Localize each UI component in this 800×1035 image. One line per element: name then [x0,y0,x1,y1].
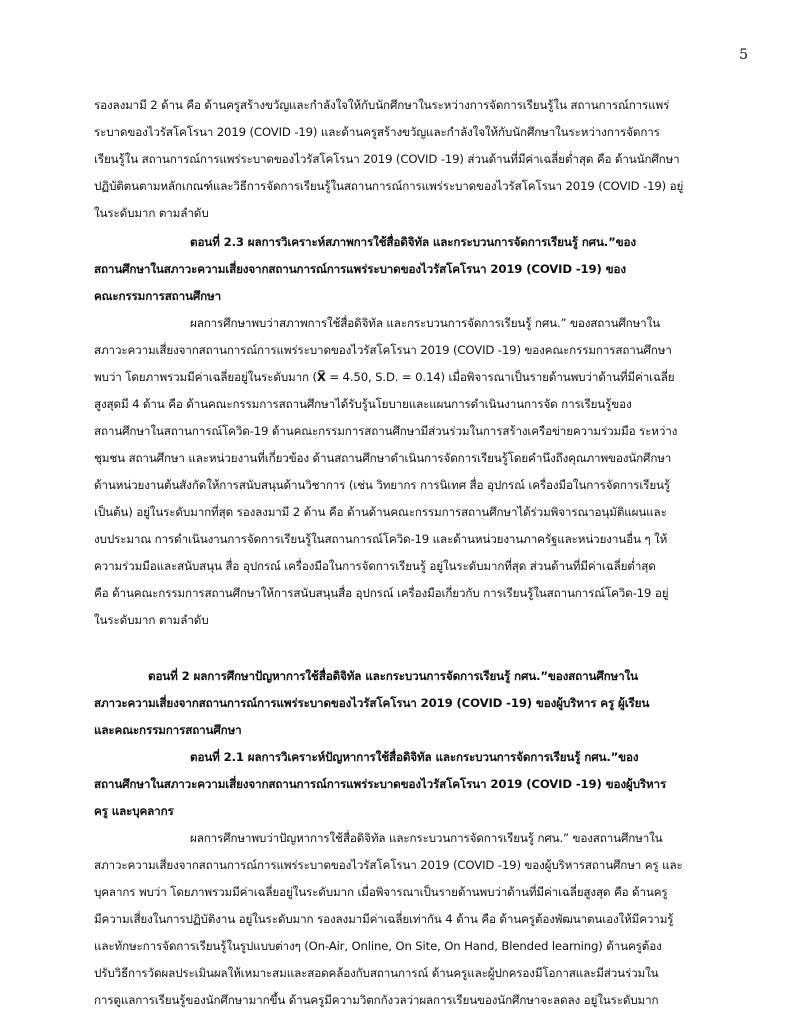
text-line: สูงสุดมี 4 ด้าน คือ ด้านคณะกรรมการสถานศึกษาได้รับรู้นโยบายและแผนการดำเนินงานการจัด การเรียนรู้ของ [94,397,632,411]
page-number: 5 [739,47,748,63]
text-line: การดูแลการเรียนรู้ของนักศึกษามากขึ้น ด้านครูมีความวิตกกังวลว่าผลการเรียนของนักศึกษาจะลดลง อยู่ในระดับมาก [94,993,659,1007]
heading-line: ตอนที่ 2 ผลการศึกษาปัญหาการใช้สื่อดิจิทัล และกระบวนการจัดการเรียนรู้ กศน.”ของสถานศึกษาใน [148,669,638,683]
heading-line: คณะกรรมการสถานศึกษา [94,289,222,303]
heading-line: ตอนที่ 2.1 ผลการวิเคราะห์ปัญหาการใช้สื่อดิจิทัล และกระบวนการจัดการเรียนรู้ กศน.”ของ [190,750,639,764]
text-line: ความร่วมมือและสนับสนุน สื่อ อุปกรณ์ เครื่องมือในการจัดการเรียนรู้ อยู่ในระดับมากที่สุด ส่วนด้านที่มีค่าเฉลี่ยต่ำสุด [94,559,656,573]
heading-line: สถานศึกษาในสภาวะความเสี่ยงจากสถานการณ์การแพร่ระบาดของไวรัสโคโรนา 2019 (COVID -19) ของ [94,262,626,276]
text-line: รองลงมามี 2 ด้าน คือ ด้านครูสร้างขวัญและกำลังใจให้กับนักศึกษาในระหว่างการจัดการเรียนรู้ใน สถานการณ์การแพร่ [94,98,670,112]
text-line: สถานศึกษาในสถานการณ์โควิด-19 ด้านคณะกรรมการสถานศึกษามีส่วนร่วมในการสร้างเครือข่ายความร่วมมือ ระหว่าง [94,424,678,438]
text-line: ด้านหน่วยงานต้นสังกัดให้การสนับสนุนด้านวิชาการ (เช่น วิทยากร การนิเทศ สื่อ อุปกรณ์ เครื่องมือในการจัดการเรียนรู้ [94,478,670,492]
text-segment: = 4.50, S.D. = 0.14) เมื่อพิจารณาเป็นรายด้านพบว่าด้านที่มีค่าเฉลี่ย [325,370,675,384]
text-line: งบประมาณ การดำเนินงานการจัดการเรียนรู้ในสถานการณ์โควิด-19 และด้านหน่วยงานภาครัฐและหน่วยงานอื่น ๆ ให้ [94,532,668,546]
heading-line: สภาวะความเสี่ยงจากสถานการณ์การแพร่ระบาดของไวรัสโคโรนา 2019 (COVID -19) ของผู้บริหาร ครู ผู้เรียน [94,696,650,710]
heading-line: สถานศึกษาในสภาวะความเสี่ยงจากสถานการณ์การแพร่ระบาดของไวรัสโคโรนา 2019 (COVID -19) ของผู้บริหาร [94,777,667,791]
text-line: เป็นต้น) อยู่ในระดับมากที่สุด รองลงมามี 2 ด้าน คือ ด้านด้านคณะกรรมการสถานศึกษาได้ร่วมพิจารณาอนุมัติแผนและ [94,505,667,519]
text-line: เรียนรู้ใน สถานการณ์การแพร่ระบาดของไวรัสโคโรนา 2019 (COVID -19) ส่วนด้านที่มีค่าเฉลี่ยต่ำสุด คือ ด้านนักศึกษา [94,152,680,166]
mean-symbol: X̅ [316,370,326,384]
text-line: ผลการศึกษาพบว่าสภาพการใช้สื่อดิจิทัล และกระบวนการจัดการเรียนรู้ กศน.” ของสถานศึกษาใน [190,316,660,330]
text-line: ชุมชน สถานศึกษา และหน่วยงานที่เกี่ยวข้อง ด้านสถานศึกษาดำเนินการจัดการเรียนรู้โดยคำนึงถึงคุณภาพของนักศึกษา [94,451,672,465]
text-line: สภาวะความเสี่ยงจากสถานการณ์การแพร่ระบาดของไวรัสโคโรนา 2019 (COVID -19) ของคณะกรรมการสถานศึกษา [94,343,672,357]
heading-line: ครู และบุคลากร [94,804,174,818]
text-line: ในระดับมาก ตามลำดับ [94,206,209,220]
text-line: ปฏิบัติตนตามหลักเกณฑ์และวิธีการจัดการเรียนรู้ในสถานการณ์การแพร่ระบาดของไวรัสโคโรนา 2019 (COVID -19) อยู่ [94,179,684,193]
text-line: ระบาดของไวรัสโคโรนา 2019 (COVID -19) และด้านครูสร้างขวัญและกำลังใจให้กับนักศึกษาในระหว่างการจัดการ [94,125,660,139]
text-line: บุคลากร พบว่า โดยภาพรวมมีค่าเฉลี่ยอยู่ในระดับมาก เมื่อพิจารณาเป็นรายด้านพบว่าด้านที่มีค่าเฉลี่ยสูงสุด คือ ด้านครู [94,885,668,899]
text-line: ผลการศึกษาพบว่าปัญหาการใช้สื่อดิจิทัล และกระบวนการจัดการเรียนรู้ กศน.” ของสถานศึกษาใน [190,831,663,845]
text-line [94,368,754,386]
text-segment: พบว่า โดยภาพรวมมีค่าเฉลี่ยอยู่ในระดับมาก ( [94,370,317,384]
text-line: คือ ด้านคณะกรรมการสถานศึกษาให้การสนับสนุนสื่อ อุปกรณ์ เครื่องมือเกี่ยวกับ การเรียนรู้ในสถานการณ์โควิด-19 อยู่ [94,586,669,600]
text-line: และทักษะการจัดการเรียนรู้ในรูปแบบต่างๆ (On-Air, Online, On Site, On Hand, Blended learning) ด้านครูต้อง [94,939,662,953]
text-line: ในระดับมาก ตามลำดับ [94,613,209,627]
text-line: มีความเสี่ยงในการปฏิบัติงาน อยู่ในระดับมาก รองลงมามีค่าเฉลี่ยเท่ากัน 4 ด้าน คือ ด้านครูต้องพัฒนาตนเองให้มีความรู้ [94,912,674,926]
heading-line: ตอนที่ 2.3 ผลการวิเคราะห์สภาพการใช้สื่อดิจิทัล และกระบวนการจัดการเรียนรู้ กศน.”ของ [190,235,636,249]
heading-line: และคณะกรรมการสถานศึกษา [94,723,242,737]
text-line: สภาวะความเสี่ยงจากสถานการณ์การแพร่ระบาดของไวรัสโคโรนา 2019 (COVID -19) ของผู้บริหารสถานศึกษา ครู และ [94,858,683,872]
text-line: ปรับวิธีการวัดผลประเมินผลให้เหมาะสมและสอดคล้องกับสถานการณ์ ด้านครูและผู้ปกครองมีโอกาสและมีส่วนร่วมใน [94,966,659,980]
